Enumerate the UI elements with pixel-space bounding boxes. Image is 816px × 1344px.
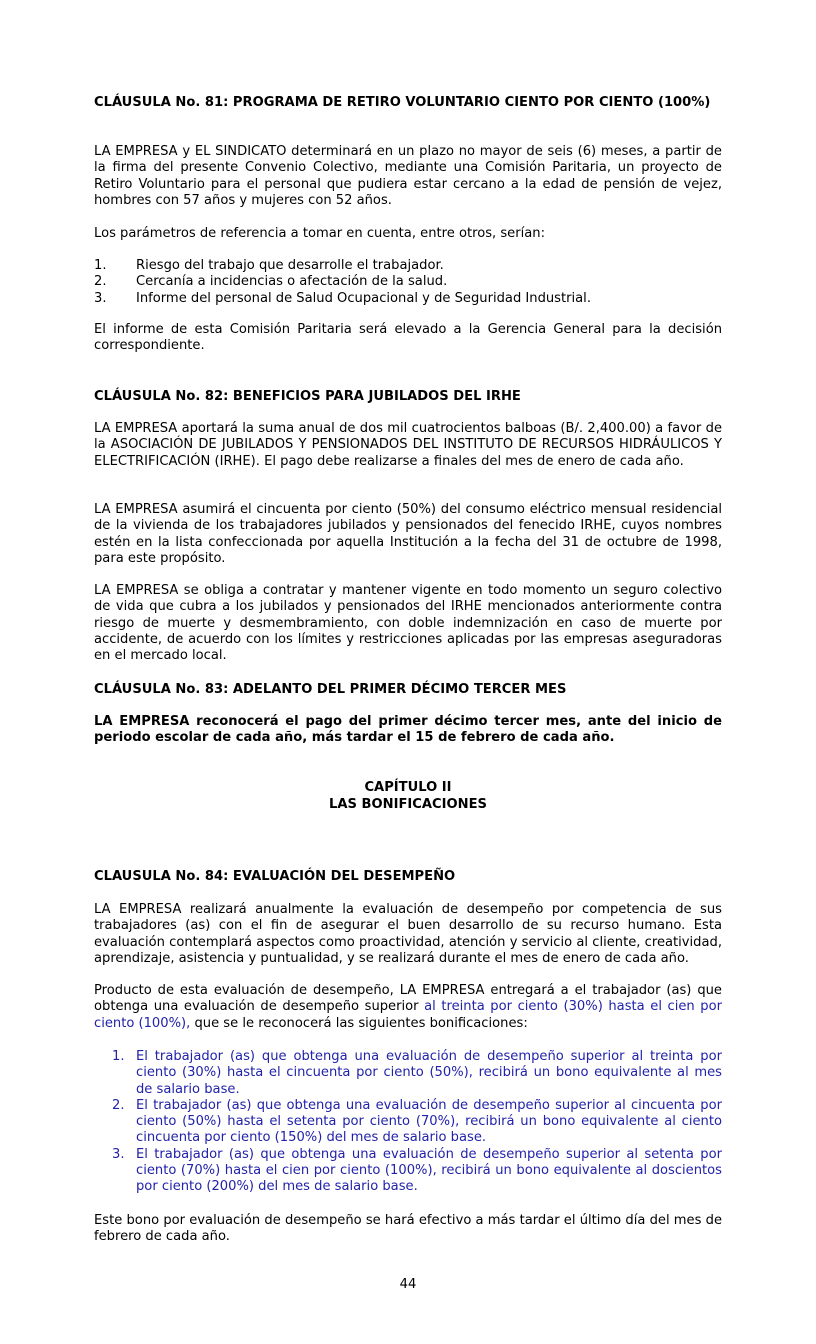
- list-item-number: 3.: [112, 1146, 125, 1162]
- list-item: [94, 291, 722, 307]
- clause-81-title: CLÁUSULA No. 81: PROGRAMA DE RETIRO VOLUNTARIO CIENTO POR CIENTO (100%): [94, 95, 711, 110]
- list-item: [94, 258, 722, 274]
- list-item-number: 3.: [94, 290, 107, 306]
- clause-83-title: CLÁUSULA No. 83: ADELANTO DEL PRIMER DÉCIMO TERCER MES: [94, 682, 567, 697]
- page-number: 44: [399, 1277, 417, 1292]
- list-item-number: 1.: [94, 258, 107, 273]
- list-item-text: El trabajador (as) que obtenga una evaluación de desempeño superior al treinta por ciento (30%) hasta el cincuenta por ciento (50%), recibirá un bono equivalente al mes de salario base.: [136, 1049, 722, 1097]
- clause-81-paragraph-2: Los parámetros de referencia a tomar en cuenta, entre otros, serían:: [94, 226, 545, 241]
- list-item-text: El trabajador (as) que obtenga una evaluación de desempeño superior al setenta por ciento (70%) hasta el cien por ciento (100%), recibirá un bono equivalente al doscientos por ciento (200%) del mes de salario base.: [136, 1146, 722, 1195]
- list-item: [94, 1147, 722, 1196]
- list-item-text: Informe del personal de Salud Ocupacional y de Seguridad Industrial.: [136, 290, 591, 306]
- list-item-number: 2.: [94, 274, 107, 290]
- list-item-text: Riesgo del trabajo que desarrolle el trabajador.: [136, 258, 444, 273]
- clause-84-paragraph-3: Este bono por evaluación de desempeño se hará efectivo a más tardar el último día del mes de febrero de cada año.: [94, 1213, 722, 1245]
- clause-83-paragraph-1: LA EMPRESA reconocerá el pago del primer décimo tercer mes, ante del inicio de periodo escolar de cada año, más tardar el 15 de febrero de cada año.: [94, 714, 722, 746]
- clause-84-title: CLAUSULA No. 84: EVALUACIÓN DEL DESEMPEÑO: [94, 869, 456, 884]
- list-item-number: 1.: [112, 1049, 125, 1064]
- chapter-number: CAPÍTULO II: [364, 780, 452, 795]
- highlighted-text: al treinta por ciento (30%) hasta el cien por ciento (100%),: [94, 999, 723, 1031]
- list-item: [94, 1098, 722, 1147]
- paragraph-text: que se le reconocerá las siguientes bonificaciones:: [190, 1015, 528, 1031]
- clause-82-paragraph-1: LA EMPRESA aportará la suma anual de dos mil cuatrocientos balboas (B/. 2,400.00) a favor de la ASOCIACIÓN DE JUBILADOS Y PENSIONADOS DEL INSTITUTO DE RECURSOS HIDRÁULICOS Y ELECTRIFICACIÓN (IRHE). El pago debe realizarse a finales del mes de enero de cada año.: [94, 421, 722, 469]
- clause-84-paragraph-1: LA EMPRESA realizará anualmente la evaluación de desempeño por competencia de sus trabajadores (as) con el fin de asegurar el buen desarrollo de su recurso humano. Esta evaluación contemplará aspectos como proactividad, atención y servicio al cliente, creatividad, aprendizaje, asistencia y puntualidad, y se realizará durante el mes de enero de cada año.: [94, 902, 722, 966]
- paragraph-text: Producto de esta evaluación de desempeño, LA EMPRESA entregará a el trabajador (as) que obtenga una evaluación de desempeño superior: [94, 983, 722, 1015]
- clause-81-list: [94, 258, 722, 307]
- list-item: [94, 274, 722, 290]
- clause-84-list: [94, 1049, 722, 1196]
- clause-81-paragraph-3: El informe de esta Comisión Paritaria será elevado a la Gerencia General para la decisión correspondiente.: [94, 322, 722, 354]
- list-item-text: El trabajador (as) que obtenga una evaluación de desempeño superior al cincuenta por ciento (50%) hasta el setenta por ciento (70%), recibirá un bono equivalente al ciento cincuenta por ciento (150%) del mes de salario base.: [136, 1097, 722, 1146]
- clause-82-title: CLÁUSULA No. 82: BENEFICIOS PARA JUBILADOS DEL IRHE: [94, 389, 521, 404]
- clause-82-paragraph-3: LA EMPRESA se obliga a contratar y mantener vigente en todo momento un seguro colectivo de vida que cubra a los jubilados y pensionados del IRHE mencionados anteriormente contra riesgo de muerte y desmembramiento, con doble indemnización en caso de muerte por accidente, de acuerdo con los límites y restricciones aplicadas por las empresas aseguradoras en el mercado local.: [94, 583, 722, 664]
- clause-81-paragraph-1: LA EMPRESA y EL SINDICATO determinará en un plazo no mayor de seis (6) meses, a partir de la firma del presente Convenio Colectivo, mediante una Comisión Paritaria, un proyecto de Retiro Voluntario para el personal que pudiera estar cercano a la edad de pensión de vejez, hombres con 57 años y mujeres con 52 años.: [94, 144, 722, 208]
- clause-84-paragraph-2: [94, 983, 722, 1032]
- chapter-name: LAS BONIFICACIONES: [329, 797, 487, 812]
- list-item-text: Cercanía a incidencias o afectación de la salud.: [136, 274, 448, 290]
- list-item: [94, 1049, 722, 1098]
- list-item-number: 2.: [112, 1097, 125, 1113]
- clause-82-paragraph-2: LA EMPRESA asumirá el cincuenta por ciento (50%) del consumo eléctrico mensual residencial de la vivienda de los trabajadores jubilados y pensionados del fenecido IRHE, cuyos nombres estén en la lista confeccionada por aquella Institución a la fecha del 31 de octubre de 1998, para este propósito.: [94, 502, 722, 566]
